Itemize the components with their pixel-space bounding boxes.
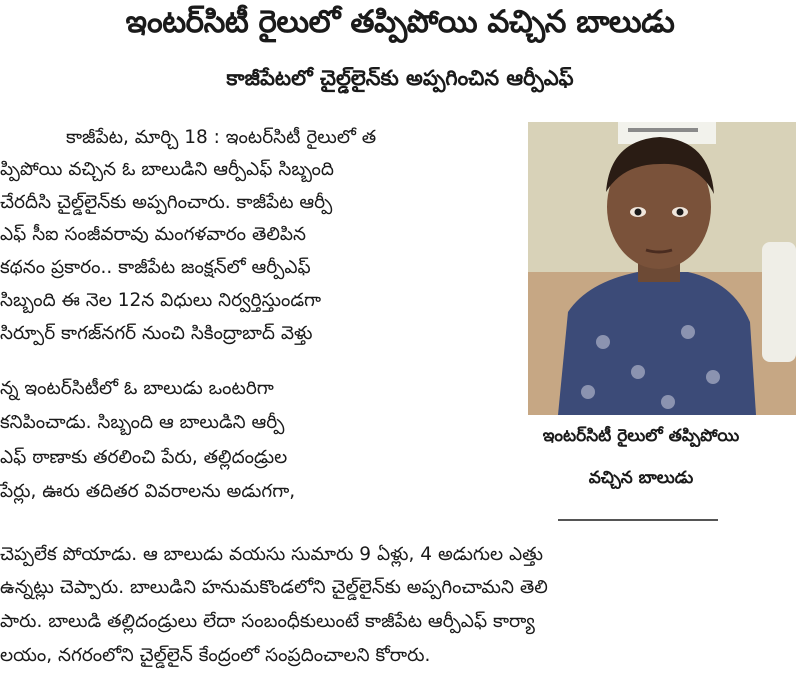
body-line: లయం, నగరంలోని చైల్డ్‌లైన్‌ కేంద్రంలో సంప్రదించాలని కోరారు. xyxy=(0,645,431,666)
body-line: సిర్పూర్‌ కాగజ్‌నగర్‌ నుంచి సికింద్రాబాద్‌ వెళ్తు xyxy=(0,323,313,344)
caption-divider xyxy=(558,519,718,521)
body-line: న్న ఇంటర్‌సిటీలో ఓ బాలుడు ఒంటరిగా xyxy=(0,378,274,399)
body-line: పారు. బాలుడి తల్లిదండ్రులు లేదా సంబంధీకులుంటే కాజీపేట ఆర్పీఎఫ్‌ కార్యా xyxy=(0,611,535,632)
body-line: కాజీపేట, మార్చి 18 : ఇంటర్‌సిటీ రైలులో త xyxy=(66,127,377,148)
body-line: ఎఫ్‌ సీఐ సంజీవరావు మంగళవారం తెలిపిన xyxy=(0,224,307,245)
body-line: సిబ్బంది ఈ నెల 12న విధులు నిర్వర్తిస్తుండగా xyxy=(0,290,322,311)
body-line: ప్పిపోయి వచ్చిన ఓ బాలుడిని ఆర్పీఎఫ్‌ సిబ్బంది xyxy=(0,159,334,180)
body-line: చెప్పలేక పోయాడు. ఆ బాలుడు వయసు సుమారు 9 ఏళ్లు, 4 అడుగుల ఎత్తు xyxy=(0,544,543,565)
body-line: కనిపించాడు. సిబ్బంది ఆ బాలుడిని ఆర్పీ xyxy=(0,412,285,433)
body-line: ఎఫ్‌ ఠాణాకు తరలించి పేరు, తల్లిదండ్రుల xyxy=(0,447,288,468)
boy-photo xyxy=(528,122,796,415)
body-line: పేర్లు, ఊరు తదితర వివరాలను అడుగగా, xyxy=(0,481,296,502)
photo-caption-line: ఇంటర్‌సిటీ రైలులో తప్పిపోయి xyxy=(542,426,740,446)
subheadline: కాజీపేటలో చైల్డ్‌లైన్‌కు అప్పగించిన ఆర్పీఎఫ్‌ xyxy=(226,66,574,90)
body-line: కథనం ప్రకారం.. కాజీపేట జంక్షన్‌లో ఆర్పీఎఫ్‌ xyxy=(0,257,311,278)
headline: ఇంటర్‌సిటీ రైలులో తప్పిపోయి వచ్చిన బాలుడు xyxy=(125,4,675,40)
body-line: ఉన్నట్లు చెప్పారు. బాలుడిని హనుమకొండలోని చైల్డ్‌లైన్‌కు అప్పగించామని తెలి xyxy=(0,577,548,598)
photo-caption-line: వచ్చిన బాలుడు xyxy=(588,468,694,488)
body-line: చేరదీసి చైల్డ్‌లైన్‌కు అప్పగించారు. కాజీపేట ఆర్పీ xyxy=(0,192,333,213)
boy-illustration xyxy=(528,122,796,415)
